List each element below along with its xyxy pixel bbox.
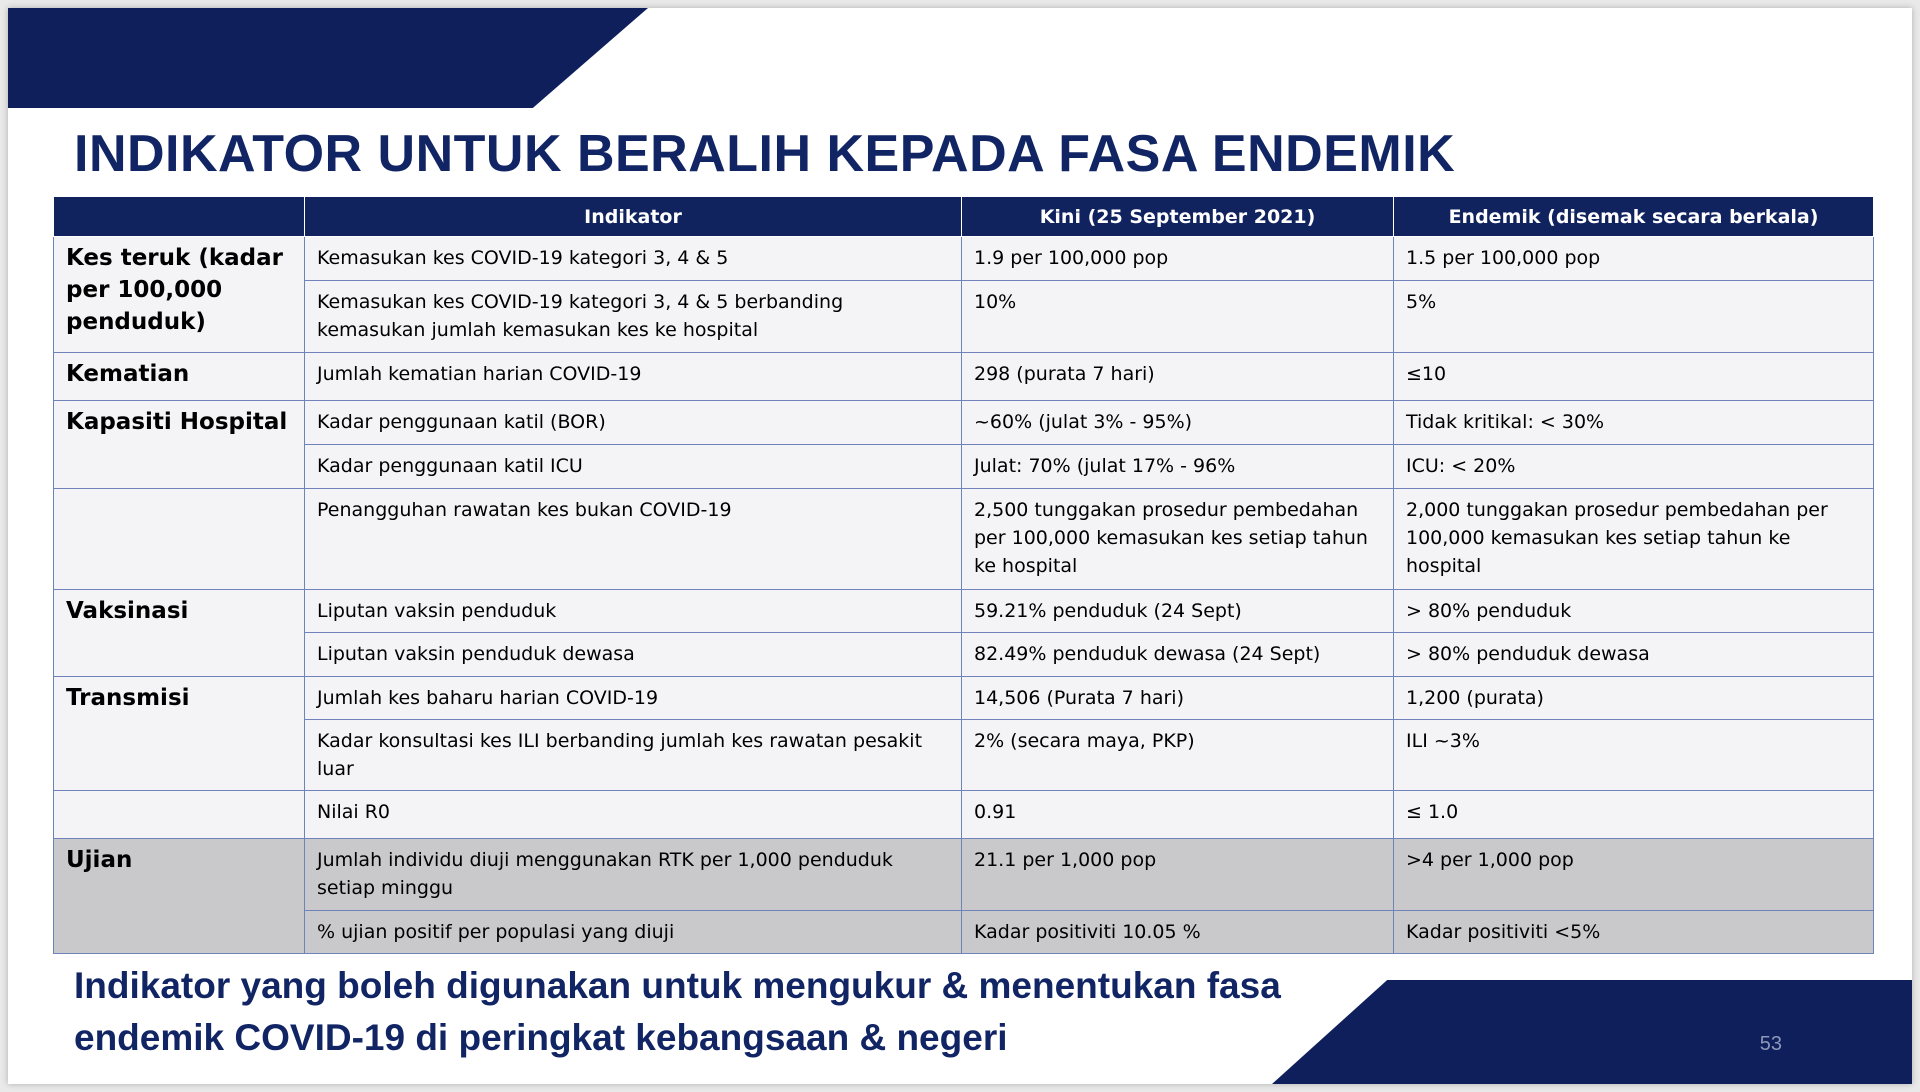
page-number: 53 bbox=[1759, 1033, 1782, 1055]
top-banner-shape bbox=[8, 8, 648, 108]
category-transmisi: Transmisi bbox=[54, 677, 305, 791]
header-endemik: Endemik (disemak secara berkala) bbox=[1394, 197, 1874, 237]
category-kapasiti-hospital: Kapasiti Hospital bbox=[54, 401, 305, 489]
table-row bbox=[54, 489, 1874, 590]
cell-endemik: > 80% penduduk dewasa bbox=[1394, 633, 1874, 677]
cell-indikator: Liputan vaksin penduduk dewasa bbox=[305, 633, 962, 677]
cell-endemik: >4 per 1,000 pop bbox=[1394, 839, 1874, 911]
cell-kini: 21.1 per 1,000 pop bbox=[962, 839, 1394, 911]
cell-indikator: Nilai R0 bbox=[305, 791, 962, 839]
cell-endemik: 1.5 per 100,000 pop bbox=[1394, 237, 1874, 281]
header-category bbox=[54, 197, 305, 237]
cell-indikator: Jumlah individu diuji menggunakan RTK per 1,000 penduduk setiap minggu bbox=[305, 839, 962, 911]
cell-indikator: Liputan vaksin penduduk bbox=[305, 590, 962, 633]
cell-endemik: Tidak kritikal: < 30% bbox=[1394, 401, 1874, 445]
table-row bbox=[54, 839, 1874, 911]
cell-indikator: Kadar penggunaan katil (BOR) bbox=[305, 401, 962, 445]
header-kini: Kini (25 September 2021) bbox=[962, 197, 1394, 237]
cell-indikator: Kadar konsultasi kes ILI berbanding jumlah kes rawatan pesakit luar bbox=[305, 720, 962, 791]
category-ujian: Ujian bbox=[54, 839, 305, 954]
category-kematian: Kematian bbox=[54, 353, 305, 401]
slide-title: INDIKATOR UNTUK BERALIH KEPADA FASA ENDEMIK bbox=[74, 125, 1456, 183]
cell-indikator: % ujian positif per populasi yang diuji bbox=[305, 911, 962, 954]
cell-kini: Kadar positiviti 10.05 % bbox=[962, 911, 1394, 954]
cell-endemik: > 80% penduduk bbox=[1394, 590, 1874, 633]
cell-endemik: ≤10 bbox=[1394, 353, 1874, 401]
table-row bbox=[54, 445, 1874, 489]
cell-kini: 2% (secara maya, PKP) bbox=[962, 720, 1394, 791]
cell-endemik: 5% bbox=[1394, 281, 1874, 353]
table-row bbox=[54, 791, 1874, 839]
cell-indikator: Jumlah kes baharu harian COVID-19 bbox=[305, 677, 962, 720]
cell-kini: 0.91 bbox=[962, 791, 1394, 839]
cell-endemik: ICU: < 20% bbox=[1394, 445, 1874, 489]
table-header-row bbox=[54, 197, 1874, 237]
table-row bbox=[54, 633, 1874, 677]
cell-indikator: Kemasukan kes COVID-19 kategori 3, 4 & 5 berbanding kemasukan jumlah kemasukan kes ke hospital bbox=[305, 281, 962, 353]
cell-kini: 2,500 tunggakan prosedur pembedahan per 100,000 kemasukan kes setiap tahun ke hospital bbox=[962, 489, 1394, 590]
indicator-table bbox=[53, 197, 1874, 954]
cell-kini: 298 (purata 7 hari) bbox=[962, 353, 1394, 401]
cell-indikator: Kadar penggunaan katil ICU bbox=[305, 445, 962, 489]
slide bbox=[8, 8, 1912, 1084]
table-row bbox=[54, 401, 1874, 445]
cell-endemik: ILI ~3% bbox=[1394, 720, 1874, 791]
cell-endemik: ≤ 1.0 bbox=[1394, 791, 1874, 839]
cell-kini: ~60% (julat 3% - 95%) bbox=[962, 401, 1394, 445]
cell-indikator: Penangguhan rawatan kes bukan COVID-19 bbox=[305, 489, 962, 590]
cell-kini: Julat: 70% (julat 17% - 96% bbox=[962, 445, 1394, 489]
cell-kini: 10% bbox=[962, 281, 1394, 353]
cell-kini: 59.21% penduduk (24 Sept) bbox=[962, 590, 1394, 633]
cell-endemik: Kadar positiviti <5% bbox=[1394, 911, 1874, 954]
cell-endemik: 1,200 (purata) bbox=[1394, 677, 1874, 720]
table-row bbox=[54, 353, 1874, 401]
table-row bbox=[54, 911, 1874, 954]
cell-indikator: Kemasukan kes COVID-19 kategori 3, 4 & 5 bbox=[305, 237, 962, 281]
footer-caption: Indikator yang boleh digunakan untuk mengukur & menentukan fasa endemik COVID-19 di peringkat kebangsaan & negeri bbox=[74, 965, 1281, 1058]
table-row bbox=[54, 590, 1874, 633]
category-empty bbox=[54, 489, 305, 590]
cell-endemik: 2,000 tunggakan prosedur pembedahan per 100,000 kemasukan kes setiap tahun ke hospital bbox=[1394, 489, 1874, 590]
cell-kini: 14,506 (Purata 7 hari) bbox=[962, 677, 1394, 720]
category-vaksinasi: Vaksinasi bbox=[54, 590, 305, 677]
table-row bbox=[54, 281, 1874, 353]
table-row bbox=[54, 720, 1874, 791]
table-row bbox=[54, 677, 1874, 720]
cell-kini: 82.49% penduduk dewasa (24 Sept) bbox=[962, 633, 1394, 677]
category-empty bbox=[54, 791, 305, 839]
header-indikator: Indikator bbox=[305, 197, 962, 237]
cell-kini: 1.9 per 100,000 pop bbox=[962, 237, 1394, 281]
cell-indikator: Jumlah kematian harian COVID-19 bbox=[305, 353, 962, 401]
category-kes-teruk: Kes teruk (kadar per 100,000 penduduk) bbox=[54, 237, 305, 353]
table-row bbox=[54, 237, 1874, 281]
